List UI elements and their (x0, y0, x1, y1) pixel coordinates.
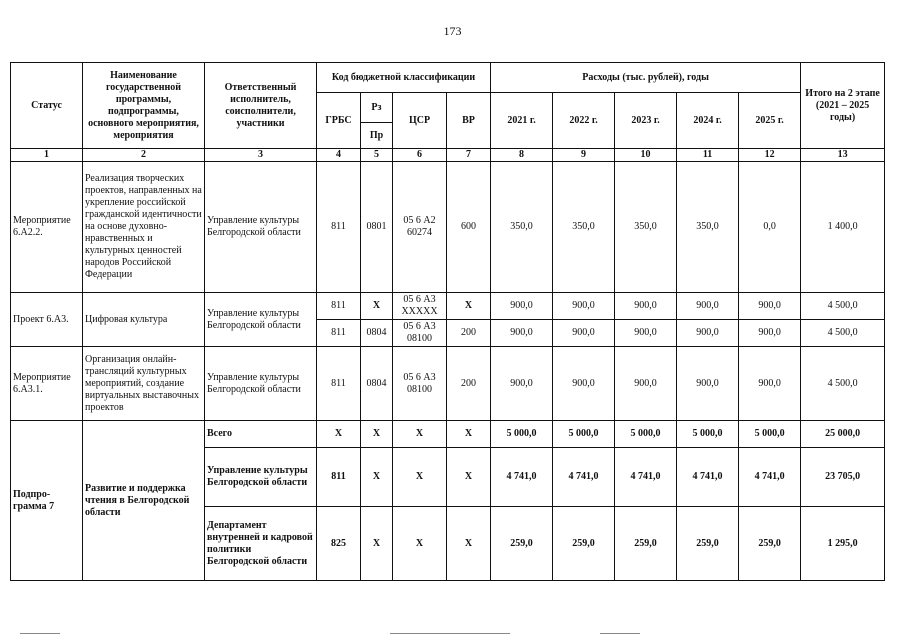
executor-cell: Всего (205, 421, 317, 448)
grbs-cell: 811 (317, 347, 361, 421)
column-number-row (11, 149, 885, 162)
value-2023: 900,0 (615, 320, 677, 347)
csr-cell: 05 6 А3 08100 (393, 347, 447, 421)
value-2022: 350,0 (553, 162, 615, 293)
header-budget-code: Код бюджетной классификации (317, 63, 491, 93)
header-2024: 2024 г. (677, 93, 739, 149)
grbs-cell: 811 (317, 162, 361, 293)
col-num: 12 (739, 149, 801, 162)
value-total: 4 500,0 (801, 293, 885, 320)
csr-cell: Х (393, 507, 447, 581)
value-2024: 350,0 (677, 162, 739, 293)
value-2022: 900,0 (553, 320, 615, 347)
header-vr: ВР (447, 93, 491, 149)
vr-cell: Х (447, 293, 491, 320)
header-2025: 2025 г. (739, 93, 801, 149)
value-2022: 5 000,0 (553, 421, 615, 448)
header-2022: 2022 г. (553, 93, 615, 149)
value-total: 4 500,0 (801, 347, 885, 421)
value-2022: 900,0 (553, 293, 615, 320)
table-row (11, 293, 885, 320)
rzpr-cell: Х (361, 293, 393, 320)
table-row (11, 162, 885, 293)
rzpr-cell: Х (361, 448, 393, 507)
budget-table (10, 62, 885, 581)
grbs-cell: Х (317, 421, 361, 448)
value-2025: 900,0 (739, 320, 801, 347)
value-2025: 900,0 (739, 293, 801, 320)
value-2022: 900,0 (553, 347, 615, 421)
value-2023: 900,0 (615, 347, 677, 421)
rzpr-cell: 0804 (361, 347, 393, 421)
vr-cell: Х (447, 507, 491, 581)
value-2025: 0,0 (739, 162, 801, 293)
rzpr-cell: Х (361, 507, 393, 581)
rzpr-cell: 0804 (361, 320, 393, 347)
vr-cell: Х (447, 448, 491, 507)
table-row (11, 421, 885, 448)
value-2021: 259,0 (491, 507, 553, 581)
header-csr: ЦСР (393, 93, 447, 149)
csr-cell: Х (393, 421, 447, 448)
col-num: 6 (393, 149, 447, 162)
header-name: Наименование государственной программы, подпрограммы, основного мероприятия, мероприятия (83, 63, 205, 149)
csr-cell: 05 6 А3 ХХХХХ (393, 293, 447, 320)
status-cell: Проект 6.А3. (11, 293, 83, 347)
col-num: 8 (491, 149, 553, 162)
value-2021: 350,0 (491, 162, 553, 293)
value-2021: 900,0 (491, 293, 553, 320)
value-2021: 4 741,0 (491, 448, 553, 507)
executor-cell: Управление культуры Белгородской области (205, 347, 317, 421)
header-pr: Пр (361, 123, 393, 149)
vr-cell: 200 (447, 347, 491, 421)
executor-cell: Управление культуры Белгородской области (205, 162, 317, 293)
value-total: 1 295,0 (801, 507, 885, 581)
status-cell: Мероприятие 6.А3.1. (11, 347, 83, 421)
col-num: 11 (677, 149, 739, 162)
value-2023: 900,0 (615, 293, 677, 320)
grbs-cell: 811 (317, 448, 361, 507)
col-num: 2 (83, 149, 205, 162)
value-2024: 900,0 (677, 320, 739, 347)
name-cell: Реализация творческих проектов, направленных на укрепление российской гражданской идентичности на основе духовно-нравственных и культурных ценностей народов Российской Федерации (83, 162, 205, 293)
header-expenses: Расходы (тыс. рублей), годы (491, 63, 801, 93)
header-rz: Рз (361, 93, 393, 123)
header-2021: 2021 г. (491, 93, 553, 149)
col-num: 4 (317, 149, 361, 162)
value-2025: 259,0 (739, 507, 801, 581)
value-2021: 900,0 (491, 320, 553, 347)
value-2024: 900,0 (677, 293, 739, 320)
header-grbs: ГРБС (317, 93, 361, 149)
header-row-1 (11, 63, 885, 93)
col-num: 7 (447, 149, 491, 162)
value-2021: 5 000,0 (491, 421, 553, 448)
value-total: 4 500,0 (801, 320, 885, 347)
value-2023: 4 741,0 (615, 448, 677, 507)
value-2025: 4 741,0 (739, 448, 801, 507)
col-num: 10 (615, 149, 677, 162)
value-2024: 4 741,0 (677, 448, 739, 507)
csr-cell: Х (393, 448, 447, 507)
grbs-cell: 811 (317, 320, 361, 347)
vr-cell: Х (447, 421, 491, 448)
grbs-cell: 825 (317, 507, 361, 581)
value-2024: 5 000,0 (677, 421, 739, 448)
executor-cell: Департамент внутренней и кадровой политики Белгородской области (205, 507, 317, 581)
value-2025: 5 000,0 (739, 421, 801, 448)
col-num: 5 (361, 149, 393, 162)
value-2023: 259,0 (615, 507, 677, 581)
name-cell: Организация онлайн-трансляций культурных мероприятий, создание виртуальных выставочных проектов (83, 347, 205, 421)
footer-rule (20, 633, 60, 634)
name-cell: Цифровая культура (83, 293, 205, 347)
value-2024: 259,0 (677, 507, 739, 581)
value-2024: 900,0 (677, 347, 739, 421)
value-2021: 900,0 (491, 347, 553, 421)
col-num: 1 (11, 149, 83, 162)
grbs-cell: 811 (317, 293, 361, 320)
vr-cell: 600 (447, 162, 491, 293)
value-total: 25 000,0 (801, 421, 885, 448)
header-2023: 2023 г. (615, 93, 677, 149)
value-2022: 259,0 (553, 507, 615, 581)
value-2022: 4 741,0 (553, 448, 615, 507)
csr-cell: 05 6 А2 60274 (393, 162, 447, 293)
rzpr-cell: Х (361, 421, 393, 448)
vr-cell: 200 (447, 320, 491, 347)
header-executor: Ответственный исполнитель, соисполнители, участники (205, 63, 317, 149)
col-num: 13 (801, 149, 885, 162)
col-num: 3 (205, 149, 317, 162)
footer-rule (390, 633, 510, 634)
value-2023: 350,0 (615, 162, 677, 293)
value-2025: 900,0 (739, 347, 801, 421)
col-num: 9 (553, 149, 615, 162)
value-total: 23 705,0 (801, 448, 885, 507)
executor-cell: Управление культуры Белгородской области (205, 293, 317, 347)
header-status: Статус (11, 63, 83, 149)
value-total: 1 400,0 (801, 162, 885, 293)
table-row (11, 347, 885, 421)
rzpr-cell: 0801 (361, 162, 393, 293)
name-cell: Развитие и поддержка чтения в Белгородской области (83, 421, 205, 581)
footer-rule (600, 633, 640, 634)
value-2023: 5 000,0 (615, 421, 677, 448)
status-cell: Мероприятие 6.А2.2. (11, 162, 83, 293)
header-total: Итого на 2 этапе (2021 – 2025 годы) (801, 63, 885, 149)
status-cell: Подпро-грамма 7 (11, 421, 83, 581)
executor-cell: Управление культуры Белгородской области (205, 448, 317, 507)
page-number: 173 (443, 24, 462, 38)
csr-cell: 05 6 А3 08100 (393, 320, 447, 347)
